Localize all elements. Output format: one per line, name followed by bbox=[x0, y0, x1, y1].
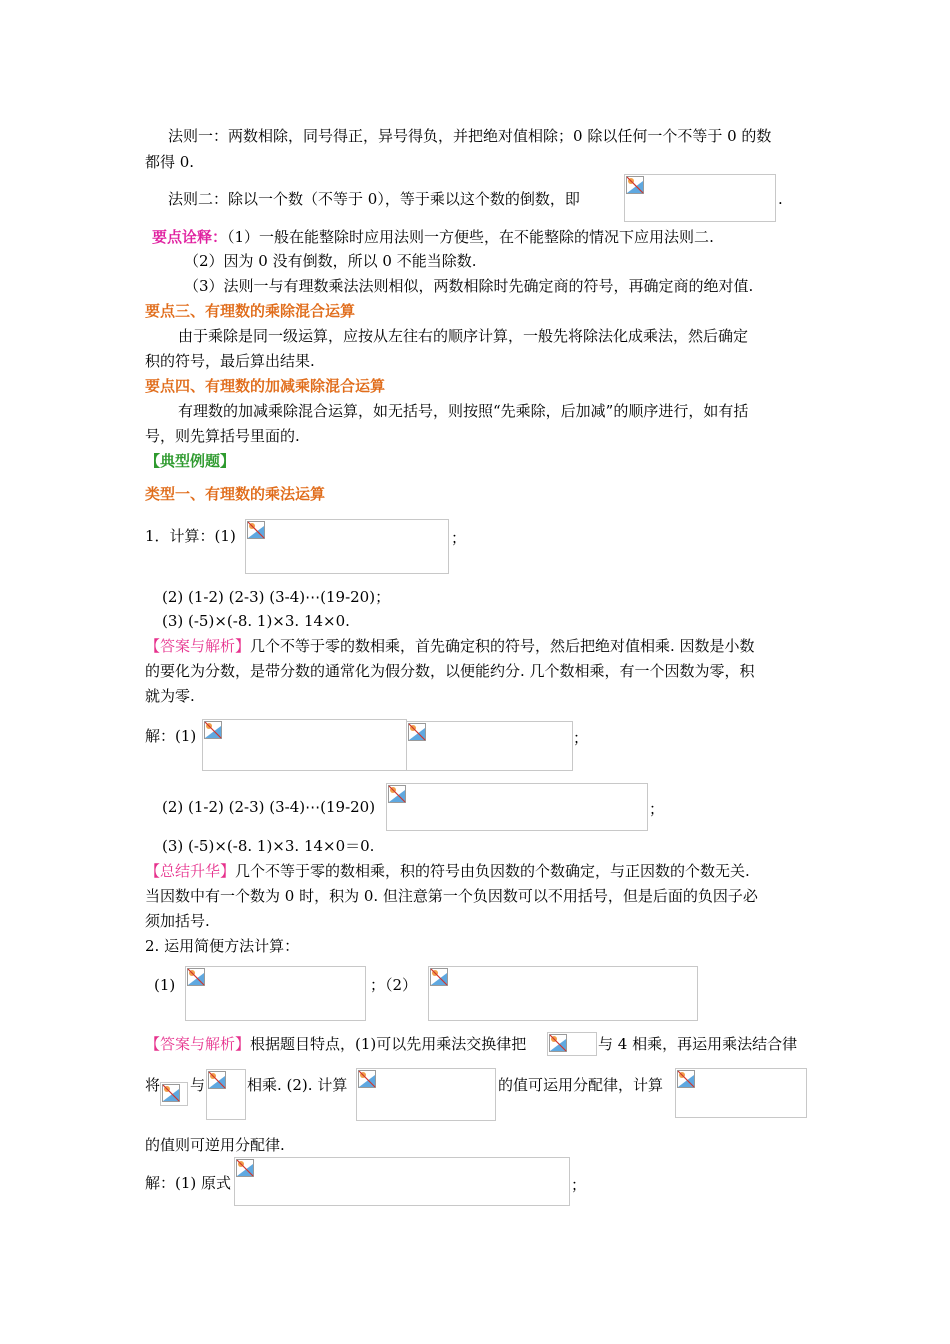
q1-label: 1．计算：(1) bbox=[145, 527, 236, 545]
formula-image bbox=[202, 719, 407, 771]
summary-line3: 须加括号. bbox=[145, 912, 210, 930]
answer2-tag: 【答案与解析】 bbox=[145, 1035, 251, 1053]
broken-image-icon bbox=[247, 521, 265, 539]
q2-part2-label: ；（2） bbox=[370, 976, 418, 994]
formula-image bbox=[234, 1157, 570, 1206]
broken-image-icon bbox=[549, 1034, 567, 1052]
formula-image bbox=[624, 174, 776, 222]
answer-line3: 就为零. bbox=[145, 687, 195, 705]
broken-image-icon bbox=[358, 1070, 376, 1088]
formula-image bbox=[386, 783, 648, 831]
answer2-line2-b: 与 bbox=[190, 1076, 206, 1094]
section-heading-4: 要点四、有理数的加减乘除混合运算 bbox=[145, 377, 386, 395]
broken-image-icon bbox=[408, 723, 426, 741]
rule-two-text: 法则二：除以一个数（不等于 0），等于乘以这个数的倒数，即 bbox=[168, 190, 580, 208]
note-heading-line bbox=[152, 227, 714, 247]
answer2-line2-c: 相乘. (2). 计算 bbox=[247, 1076, 348, 1094]
formula-image bbox=[160, 1082, 188, 1106]
section-heading-3: 要点三、有理数的乘除混合运算 bbox=[145, 302, 356, 320]
solution1-label: 解：(1) bbox=[145, 727, 197, 745]
formula-image bbox=[185, 966, 366, 1021]
broken-image-icon bbox=[430, 968, 448, 986]
broken-image-icon bbox=[236, 1159, 254, 1177]
formula-image bbox=[406, 721, 573, 771]
q2-part1-label: (1) bbox=[154, 976, 176, 994]
note-item-2: （2）因为 0 没有倒数，所以 0 不能当除数. bbox=[184, 252, 477, 270]
answer2-line2-a: 将 bbox=[145, 1076, 161, 1094]
rule-one-line1: 法则一：两数相除，同号得正，异号得负，并把绝对值相除；0 除以任何一个不等于 0 的数 bbox=[168, 127, 772, 145]
answer2-line1b: 与 4 相乘，再运用乘法结合律 bbox=[598, 1035, 798, 1053]
broken-image-icon bbox=[162, 1084, 180, 1102]
broken-image-icon bbox=[388, 785, 406, 803]
broken-image-icon bbox=[677, 1070, 695, 1088]
answer2-text: 根据题目特点，(1)可以先用乘法交换律把 bbox=[250, 1035, 527, 1053]
summary-text: 几个不等于零的数相乘，积的符号由负因数的个数确定，与正因数的个数无关. bbox=[235, 862, 750, 880]
summary-tag: 【总结升华】 bbox=[145, 862, 236, 880]
broken-image-icon bbox=[187, 968, 205, 986]
section3-line1: 由于乘除是同一级运算，应按从左往右的顺序计算，一般先将除法化成乘法，然后确定 bbox=[178, 327, 749, 345]
q1-part2: (2) (1-2) (2-3) (3-4)⋯(19-20)； bbox=[162, 588, 391, 606]
q1-part3: (3) (-5)×(-8. 1)×3. 14×0. bbox=[162, 612, 350, 630]
rule-two-end: . bbox=[778, 190, 783, 208]
formula-image bbox=[206, 1069, 246, 1120]
solution2-end: ； bbox=[649, 800, 665, 818]
q2-title: 2. 运用简便方法计算： bbox=[145, 937, 300, 955]
section3-line2: 积的符号，最后算出结果. bbox=[145, 352, 315, 370]
note-item-3: （3）法则一与有理数乘法法则相似，两数相除时先确定商的符号，再确定商的绝对值. bbox=[184, 277, 754, 295]
broken-image-icon bbox=[626, 176, 644, 194]
q1-end: ； bbox=[451, 529, 467, 547]
answer2-line3: 的值则可逆用分配律. bbox=[145, 1136, 285, 1154]
answer-tag: 【答案与解析】 bbox=[145, 637, 251, 655]
typical-examples-heading: 【典型例题】 bbox=[145, 452, 236, 470]
formula-image bbox=[547, 1032, 597, 1056]
broken-image-icon bbox=[204, 721, 222, 739]
solution-q2-label: 解：(1) 原式 bbox=[145, 1174, 232, 1192]
summary-line1 bbox=[145, 861, 750, 881]
solution2-label: (2) (1-2) (2-3) (3-4)⋯(19-20) bbox=[162, 798, 376, 816]
broken-image-icon bbox=[208, 1071, 226, 1089]
answer2-line2-d: 的值可运用分配律，计算 bbox=[498, 1076, 664, 1094]
note-item-1: （1）一般在能整除时应用法则一方便些，在不能整除的情况下应用法则二. bbox=[227, 228, 714, 246]
answer2-line1a bbox=[145, 1034, 526, 1054]
section4-line2: 号，则先算括号里面的. bbox=[145, 427, 300, 445]
solution3: (3) (-5)×(-8. 1)×3. 14×0＝0. bbox=[162, 837, 375, 855]
type-one-heading: 类型一、有理数的乘法运算 bbox=[145, 485, 326, 503]
solution1-end: ； bbox=[573, 729, 589, 747]
solution-q2-end: ； bbox=[571, 1176, 587, 1194]
answer-text: 几个不等于零的数相乘，首先确定积的符号，然后把绝对值相乘. 因数是小数 bbox=[250, 637, 755, 655]
note-heading: 要点诠释： bbox=[152, 228, 228, 246]
formula-image bbox=[356, 1068, 496, 1121]
section4-line1: 有理数的加减乘除混合运算，如无括号，则按照“先乘除，后加减”的顺序进行，如有括 bbox=[178, 402, 749, 420]
formula-image bbox=[675, 1068, 807, 1118]
rule-one-line2: 都得 0. bbox=[145, 153, 195, 171]
summary-line2: 当因数中有一个数为 0 时，积为 0. 但注意第一个负因数可以不用括号，但是后面的负因子必 bbox=[145, 887, 758, 905]
formula-image bbox=[428, 966, 698, 1021]
answer-line2: 的要化为分数，是带分数的通常化为假分数，以便能约分. 几个数相乘，有一个因数为零，积 bbox=[145, 662, 755, 680]
answer-line1 bbox=[145, 636, 755, 656]
formula-image bbox=[245, 519, 449, 574]
